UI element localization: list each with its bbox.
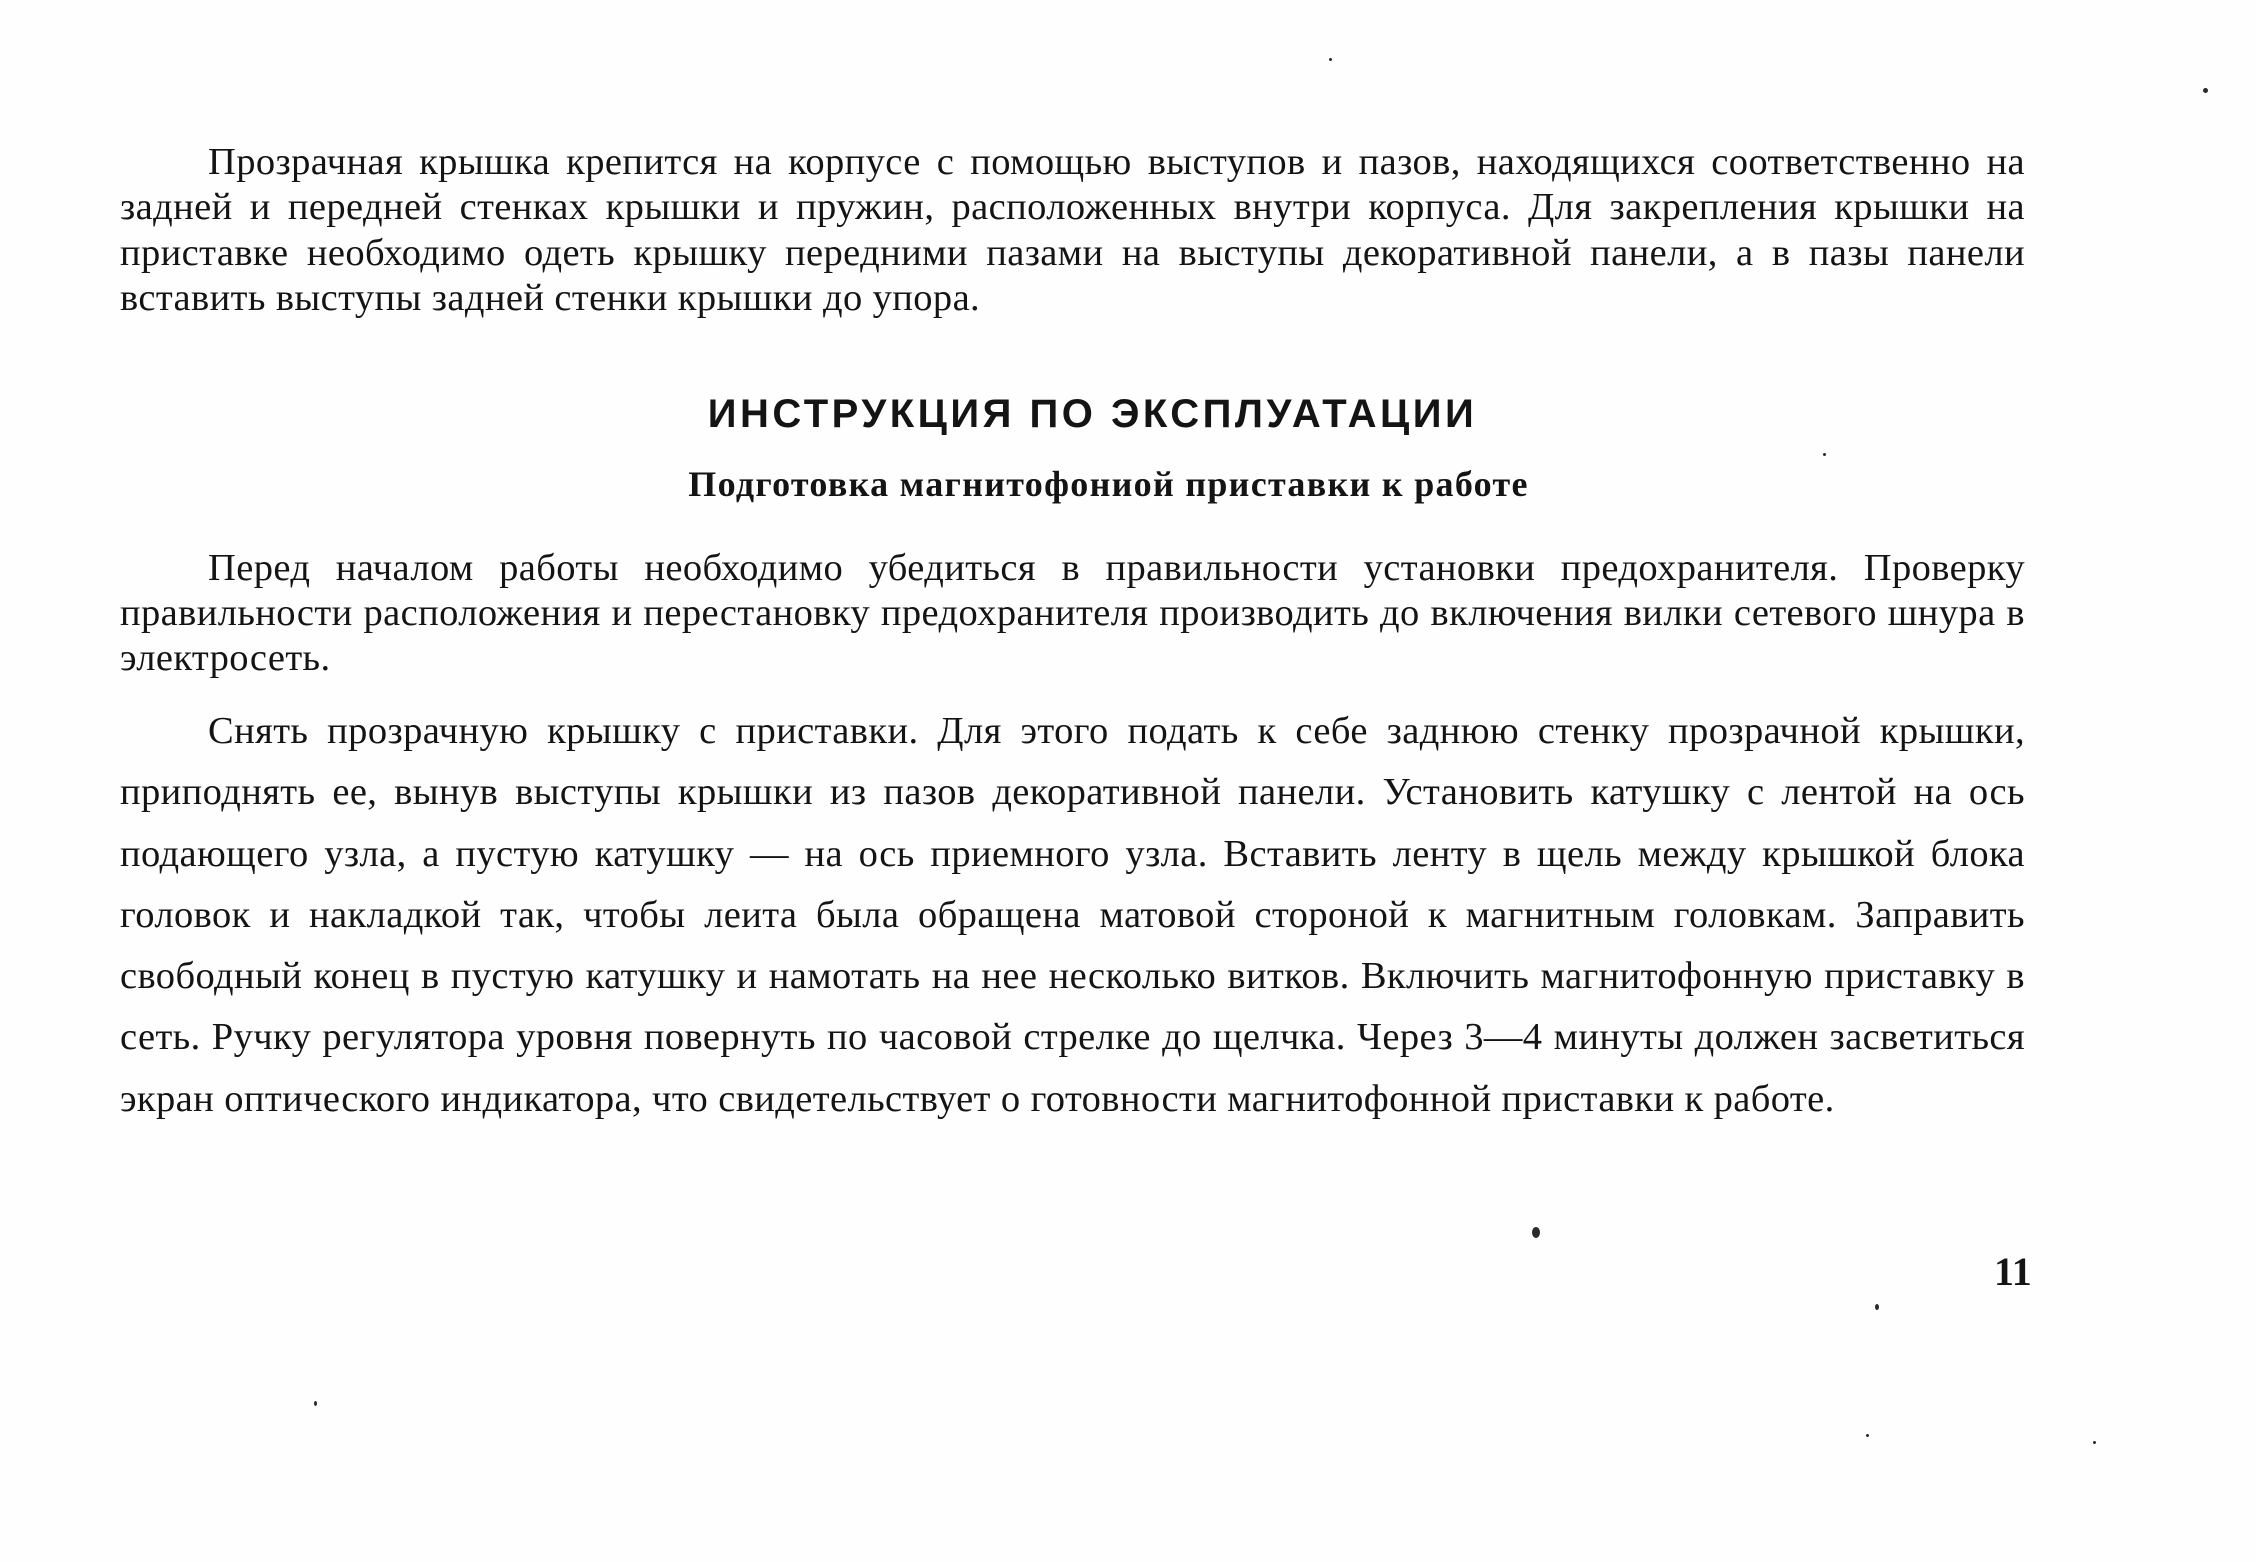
scan-speck: [1875, 1304, 1879, 1310]
fuse-paragraph-block: [120, 546, 2025, 681]
subsection-heading: Подготовка магнитофониой приставки к работе: [688, 464, 1529, 504]
scan-speck: [1823, 453, 1826, 456]
steps-paragraph-block: [120, 701, 2025, 1130]
scan-speck: [1866, 1434, 1869, 1437]
scan-speck: [1329, 58, 1332, 61]
intro-paragraph-block: [120, 140, 2025, 322]
scan-speck: [2203, 88, 2208, 93]
scan-speck: [314, 1401, 317, 1406]
intro-paragraph: Прозрачная крышка крепится на корпусе с помощью выступов и пазов, находящихся соответственно на задней и передней стенках крышки и пружин, расположенных внутри корпуса. Для закрепления крышки на приставке необходимо одеть крышку передними пазами на выступы декоративной панели, а в пазы панели вставить выступы задней стенки крышки до упора.: [120, 141, 2025, 320]
scan-speck: [1532, 1227, 1540, 1238]
scan-speck: [2093, 1441, 2096, 1444]
section-heading: ИНСТРУКЦИЯ ПО ЭКСПЛУАТАЦИИ: [707, 392, 1478, 436]
steps-paragraph: Снять прозрачную крышку с приставки. Для этого подать к себе заднюю стенку прозрачной крышки, приподнять ее, вынув выступы крышки из пазов декоративной панели. Установить катушку с лентой на ось подающего узла, а пустую катушку — на ось приемного узла. Вставить ленту в щель между крышкой блока головок и накладкой так, чтобы леита была обращена матовой стороной к магнитным головкам. Заправить свободный конец в пустую катушку и намотать на нее несколько витков. Включить магнитофонную приставку в сеть. Ручку регулятора уровня повернуть по часовой стрелке до щелчка. Через 3—4 минуты должен засветиться экран оптического индикатора, что свидетельствует о готовности магнитофонной приставки к работе.: [120, 710, 2025, 1120]
fuse-paragraph: Перед началом работы необходимо убедиться в правильности установки предохранителя. Проверку правильности расположения и перестановку предохранителя производить до включения вилки сетевого шнура в электросеть.: [120, 547, 2025, 679]
page-number: 11: [1994, 1249, 2032, 1294]
